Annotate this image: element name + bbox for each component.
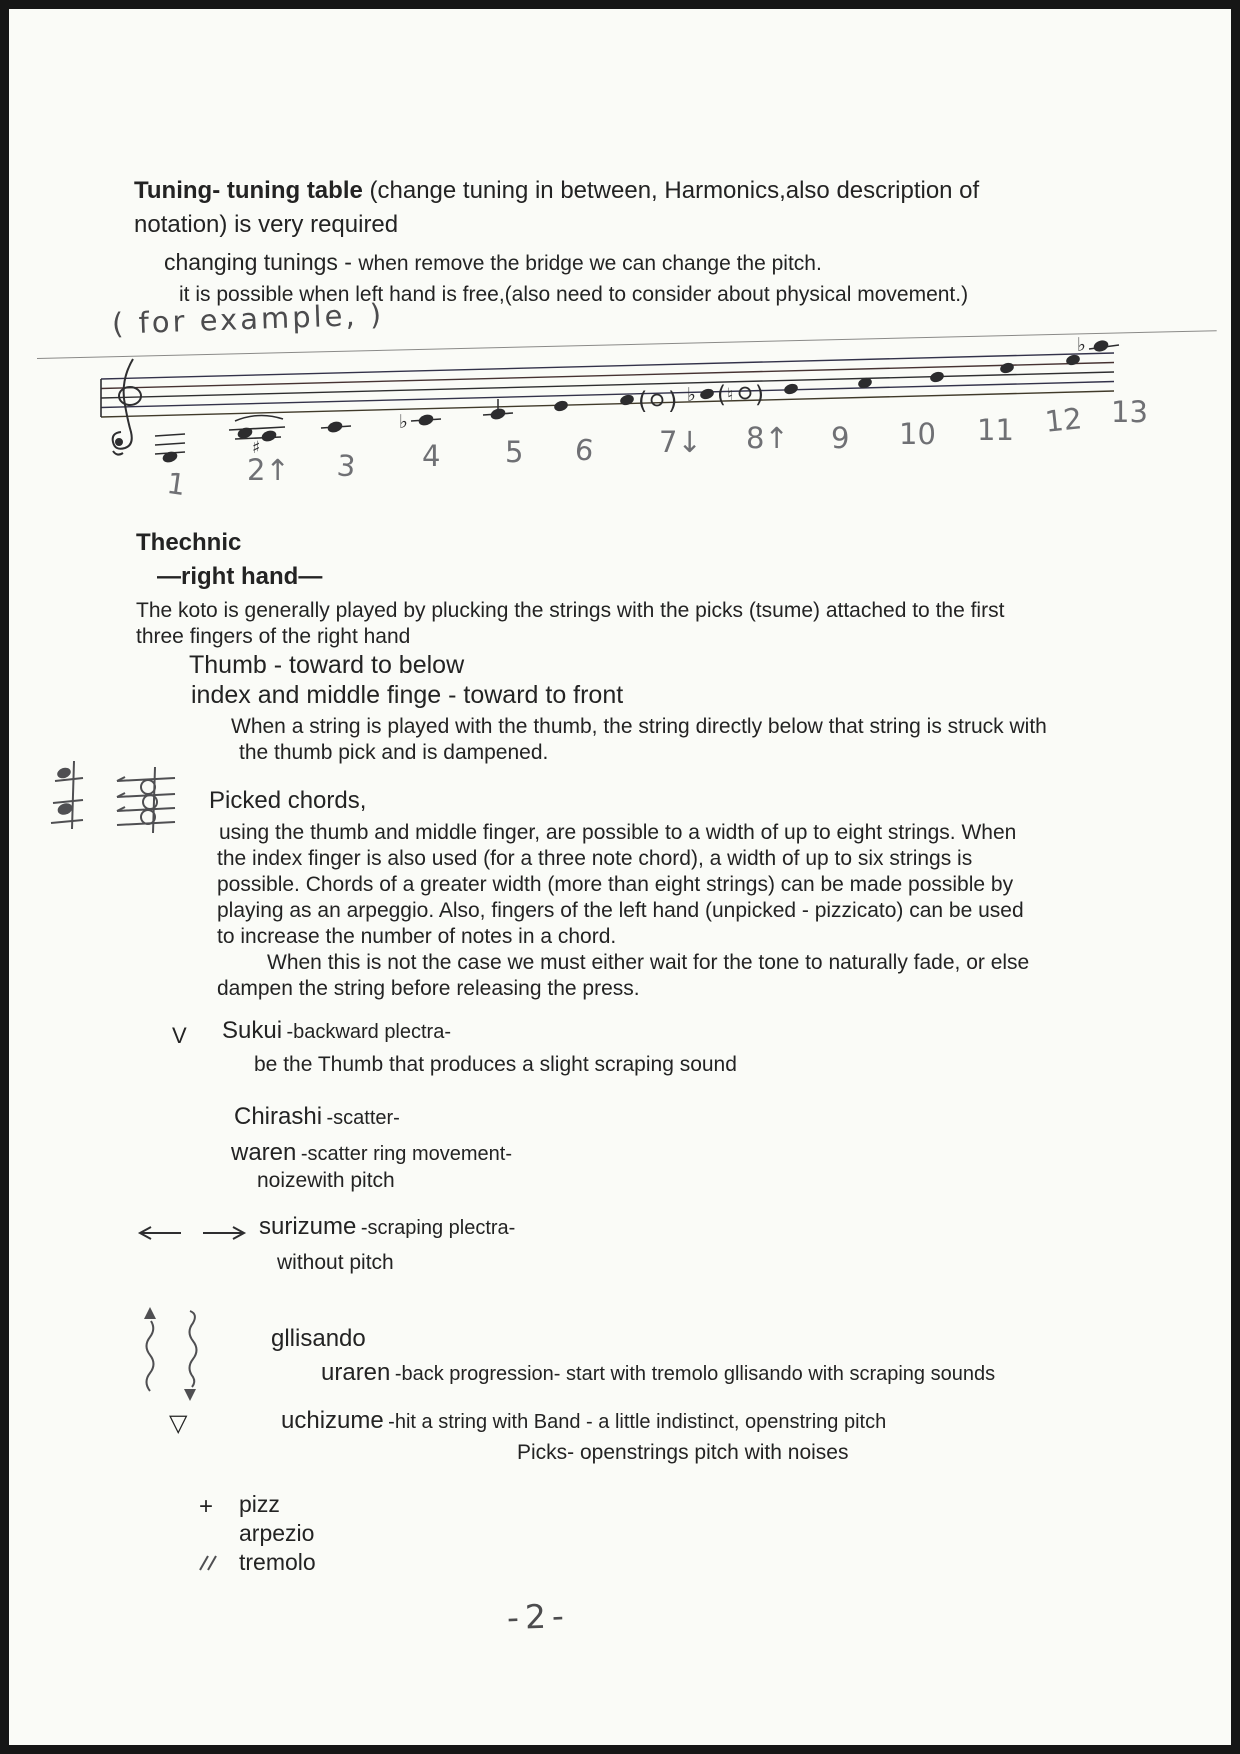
svg-text:): ) bbox=[755, 382, 764, 408]
surizume-desc: -scraping plectra- bbox=[360, 1217, 516, 1239]
uchizume-picks-note: Picks- openstrings pitch with noises bbox=[517, 1441, 849, 1464]
picked-chords-fade-line1: When this is not the case we must either wait for the tone to naturally fade, or else bbox=[267, 951, 1030, 974]
changing-tunings-rest: when remove the bridge we can change the pitch. bbox=[358, 252, 822, 275]
picked-chords-line3: possible. Chords of a greater width (more than eight strings) can be made possible by bbox=[217, 873, 1014, 896]
sukui-desc: -backward plectra- bbox=[286, 1021, 452, 1043]
string-number-4: 4 bbox=[422, 439, 441, 473]
wavy-arrow-up-icon bbox=[139, 1305, 161, 1395]
picked-chords-line1: using the thumb and middle finger, are possible to a width of up to eight strings. When bbox=[219, 821, 1017, 844]
handwritten-for-example-note: ( for example, ) bbox=[111, 297, 385, 341]
sukui-line bbox=[222, 1017, 451, 1045]
waren-note: noizewith pitch bbox=[257, 1169, 395, 1192]
technic-intro-line1: The koto is generally played by plucking the strings with the picks (tsume) attached to the first bbox=[136, 599, 1005, 622]
staff-lines bbox=[101, 353, 1114, 417]
right-hand-subheading: —right hand— bbox=[157, 563, 323, 590]
svg-text:♭: ♭ bbox=[687, 384, 696, 406]
uchizume-name: uchizume bbox=[281, 1407, 384, 1434]
string-number-6: 6 bbox=[572, 432, 596, 468]
picked-chords-line2: the index finger is also used (for a three note chord), a width of up to six strings is bbox=[217, 847, 973, 870]
waren-desc: -scatter ring movement- bbox=[300, 1143, 512, 1165]
string-number-3: 3 bbox=[335, 448, 357, 484]
tuning-note-heads bbox=[155, 334, 1119, 464]
uchizume-desc: -hit a string with Band - a little indistinct, openstring pitch bbox=[388, 1411, 887, 1433]
changing-tunings-line bbox=[164, 249, 822, 276]
sukui-symbol-icon: V bbox=[172, 1023, 187, 1048]
arpezio-name: arpezio bbox=[239, 1520, 315, 1546]
svg-text:♮: ♮ bbox=[727, 385, 734, 405]
thumb-note-line2: the thumb pick and is dampened. bbox=[239, 741, 549, 764]
thumb-note-line1: When a string is played with the thumb, the string directly below that string is struck with bbox=[231, 715, 1047, 738]
surizume-note: without pitch bbox=[277, 1251, 394, 1274]
page-title-bold: Tuning- tuning table bbox=[134, 177, 363, 204]
string-number-8: 8↑ bbox=[746, 421, 789, 455]
chirashi-desc: -scatter- bbox=[326, 1107, 400, 1129]
gllisando-name: gllisando bbox=[271, 1325, 366, 1352]
picked-chords-heading: Picked chords, bbox=[209, 787, 367, 814]
changing-tunings-lead: changing tunings - bbox=[164, 249, 359, 275]
sukui-note: be the Thumb that produces a slight scraping sound bbox=[254, 1053, 737, 1076]
picked-chords-fade-line2: dampen the string before releasing the press. bbox=[217, 977, 640, 1000]
string-number-9: 9 bbox=[831, 421, 850, 455]
tremolo-name: tremolo bbox=[239, 1549, 316, 1575]
page-title-line1 bbox=[134, 177, 979, 205]
uchizume-line bbox=[281, 1407, 886, 1435]
waren-name: waren bbox=[231, 1139, 297, 1166]
index-direction-line: index and middle finge - toward to front bbox=[191, 681, 624, 709]
tremolo-symbol-icon bbox=[197, 1553, 221, 1573]
surizume-name: surizume bbox=[259, 1213, 357, 1240]
technic-intro-line2: three fingers of the right hand bbox=[136, 625, 411, 648]
svg-text:): ) bbox=[668, 387, 678, 415]
waren-line bbox=[231, 1139, 512, 1167]
string-number-11: 11 bbox=[977, 413, 1014, 447]
pizz-symbol-icon: + bbox=[199, 1493, 214, 1520]
picked-chords-line5: to increase the number of notes in a chord. bbox=[217, 925, 617, 948]
pizz-name: pizz bbox=[239, 1491, 280, 1517]
svg-text:♯: ♯ bbox=[252, 438, 261, 458]
string-number-5: 5 bbox=[505, 435, 524, 469]
possible-line: it is possible when left hand is free,(also need to consider about physical movement.) bbox=[179, 283, 969, 306]
string-number-10: 10 bbox=[899, 417, 936, 451]
string-number-7: 7↓ bbox=[659, 425, 702, 459]
string-number-13: 13 bbox=[1111, 395, 1148, 429]
right-arrow-icon bbox=[199, 1225, 247, 1241]
page-title-rest: (change tuning in between, Harmonics,also description of bbox=[362, 177, 980, 204]
uraren-line bbox=[321, 1359, 995, 1387]
chirashi-line bbox=[234, 1103, 400, 1131]
string-number-2: 2↑ bbox=[247, 453, 290, 487]
wavy-arrow-down-icon bbox=[177, 1307, 201, 1403]
tuning-staff-drawing bbox=[89, 334, 1129, 519]
left-arrow-icon bbox=[137, 1225, 185, 1241]
svg-text:♭: ♭ bbox=[1077, 334, 1086, 356]
picked-chord-notation-icon-2 bbox=[113, 765, 179, 837]
page-title-line2: notation) is very required bbox=[134, 211, 399, 238]
thumb-direction-line: Thumb - toward to below bbox=[189, 651, 465, 679]
picked-chord-notation-icon-1 bbox=[49, 757, 85, 841]
svg-text:♭: ♭ bbox=[399, 411, 408, 433]
uraren-desc: -back progression- start with tremolo gllisando with scraping sounds bbox=[394, 1363, 996, 1385]
technic-heading: Thechnic bbox=[136, 529, 242, 556]
uchizume-symbol-icon: ▽ bbox=[169, 1410, 188, 1437]
svg-text:(: ( bbox=[638, 387, 648, 415]
svg-text:(: ( bbox=[717, 382, 726, 408]
sukui-name: Sukui bbox=[222, 1017, 283, 1044]
string-number-12: 12 bbox=[1043, 401, 1084, 439]
picked-chords-line4: playing as an arpeggio. Also, fingers of the left hand (unpicked - pizzicato) can be used bbox=[217, 899, 1024, 922]
chirashi-name: Chirashi bbox=[234, 1103, 323, 1130]
uraren-name: uraren bbox=[321, 1359, 391, 1386]
string-number-1: 1 bbox=[164, 465, 188, 503]
surizume-line bbox=[259, 1213, 515, 1241]
page-number: -2- bbox=[506, 1595, 571, 1638]
